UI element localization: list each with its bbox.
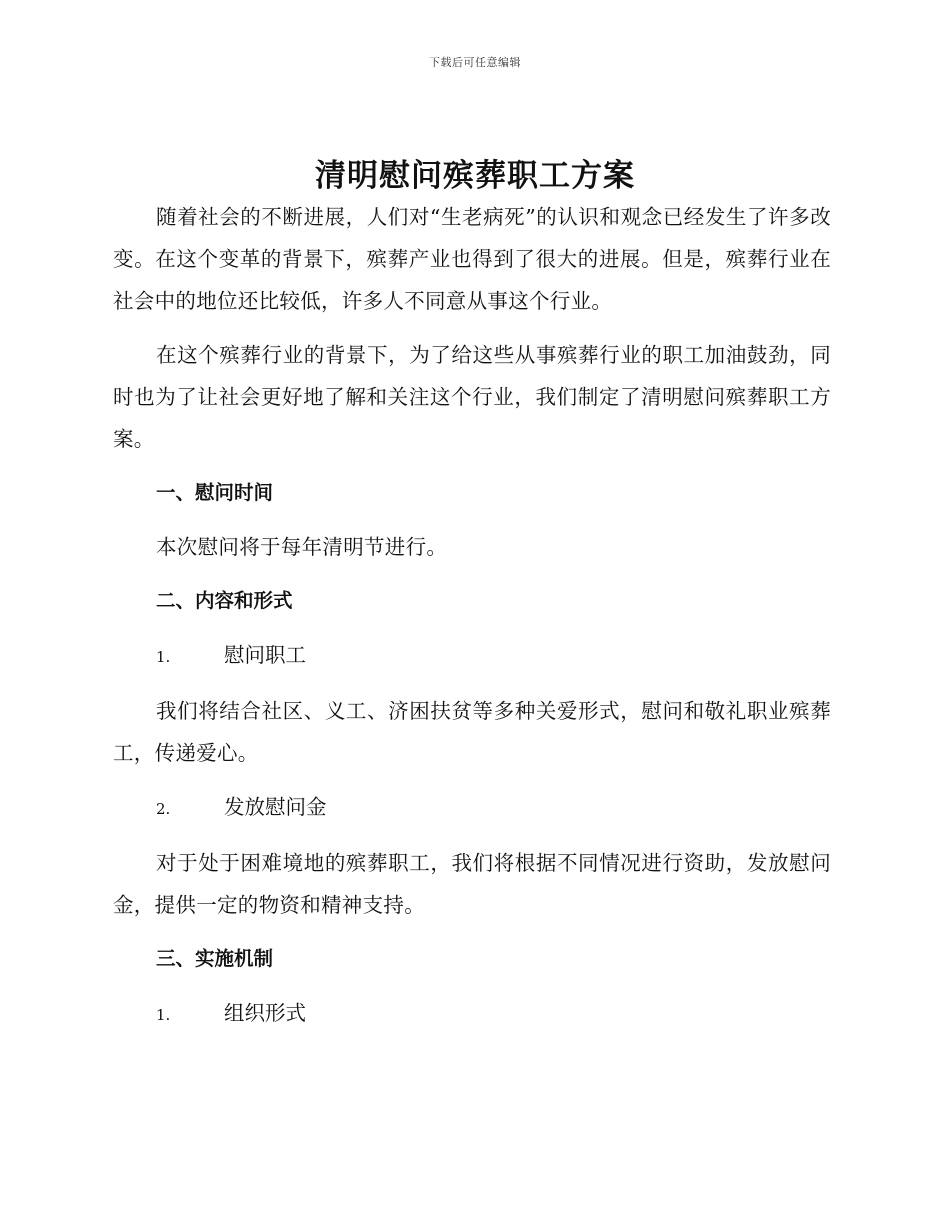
list-item-visit-staff — [113, 634, 831, 678]
list-label: 组织形式 — [224, 1001, 306, 1025]
document-body — [113, 196, 831, 1048]
intro-paragraph-1: 随着社会的不断进展，人们对“生老病死”的认识和观念已经发生了许多改变。在这个变革的背景下，殡葬产业也得到了很大的进展。但是，殡葬行业在社会中的地位还比较低，许多人不同意从事这个行业。 — [113, 205, 831, 313]
section-time-text: 本次慰问将于每年清明节进行。 — [156, 535, 448, 559]
document-title: 清明慰问殡葬职工方案 — [315, 158, 635, 194]
list-item-condolence-money — [113, 786, 831, 830]
list-number: 1. — [156, 1006, 171, 1024]
visit-staff-text: 我们将结合社区、义工、济困扶贫等多种关爱形式，慰问和敬礼职业殡葬工，传递爱心。 — [113, 699, 831, 765]
intro-paragraph-2: 在这个殡葬行业的背景下，为了给这些从事殡葬行业的职工加油鼓劲，同时也为了让社会更好地了解和关注这个行业，我们制定了清明慰问殡葬职工方案。 — [113, 343, 831, 451]
section-heading-time: 一、慰问时间 — [156, 481, 274, 504]
condolence-money-text: 对于处于困难境地的殡葬职工，我们将根据不同情况进行资助，发放慰问金，提供一定的物资和精神支持。 — [113, 851, 831, 917]
list-label: 发放慰问金 — [224, 795, 327, 819]
list-label: 慰问职工 — [224, 643, 306, 667]
header-note: 下载后可任意编辑 — [429, 56, 521, 69]
list-number: 2. — [156, 800, 171, 818]
section-heading-content: 二、内容和形式 — [156, 589, 293, 612]
list-number: 1. — [156, 648, 171, 666]
section-heading-mechanism: 三、实施机制 — [156, 947, 274, 970]
list-item-organization — [113, 992, 831, 1036]
